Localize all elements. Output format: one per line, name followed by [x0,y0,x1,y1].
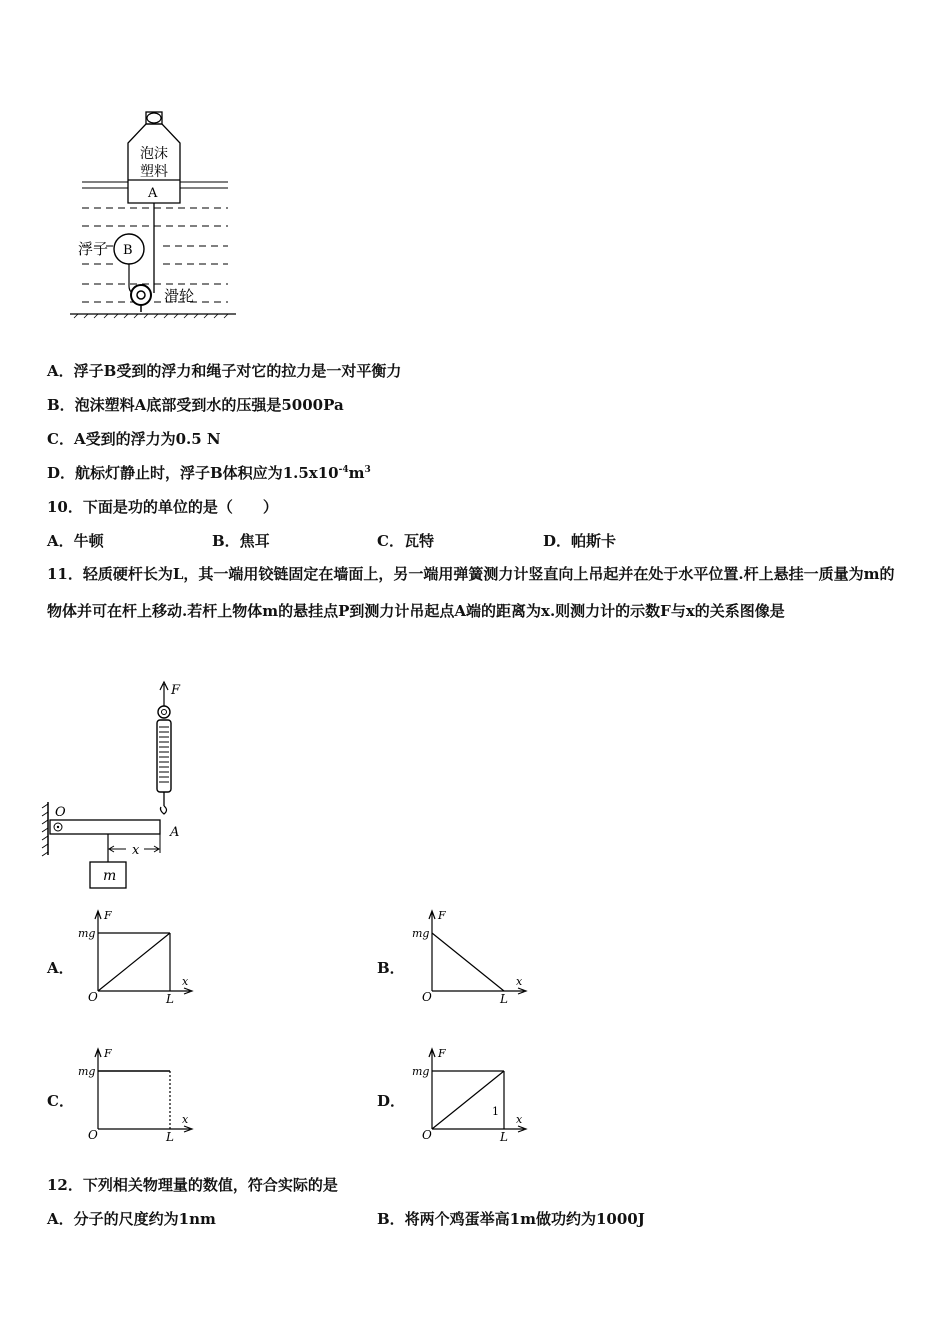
y-axis-label: F [438,1047,446,1060]
pulley-label: 滑轮 [164,287,195,305]
origin-label: O [422,990,432,1004]
q9-option-d [47,462,371,483]
label-a: A [148,186,158,201]
q9-option-b: B．泡沫塑料A底部受到水的压强是5000Pa [47,396,344,414]
q11-option-b-label: B． [377,959,405,977]
origin-label: O [88,1128,98,1142]
q9-option-d-text: D．航标灯静止时，浮子B体积应为1.5x10 [47,464,339,482]
y-axis-label: F [438,909,446,922]
x-axis-label: x [182,1113,189,1126]
q9-option-d-unit: m [348,464,365,482]
length-label: L [166,992,174,1005]
distance-label: x [132,843,140,858]
q10-option-c: C．瓦特 [377,532,434,550]
y-axis-label: F [104,1047,112,1060]
end-label: A [170,825,180,840]
x-axis-label: x [516,975,523,988]
pivot-label: O [55,805,66,820]
x-axis-label: x [516,1113,523,1126]
q11-option-c-label: C． [47,1092,74,1110]
graph-option-a [78,905,198,1009]
q9-option-c: C．A受到的浮力为0.5 N [47,430,221,448]
q10-option-a: A．牛顿 [47,532,104,550]
mg-label: mg [78,1065,96,1078]
q9-option-d-unit-exp: 3 [364,465,371,475]
q11-option-d-label: D． [377,1092,406,1110]
q10-option-d: D．帕斯卡 [543,532,617,550]
q11-stem: 11．轻质硬杆长为L，其一端用铰链固定在墙面上，另一端用弹簧测力计竖直向上吊起并在处于水平位置.杆上悬挂一质量为m的物体并可在杆上移动.若杆上物体m的悬挂点P到测力计吊起点A端的距离为x.则测力计的示数F与x的关系图像是 [47,565,895,620]
graph-option-b [412,905,532,1009]
mg-label: mg [412,1065,430,1078]
x-axis-label: x [182,975,189,988]
one-label: 1 [492,1105,499,1118]
mg-label: mg [412,927,430,940]
foam-label-1: 泡沫 [140,146,168,162]
graph-option-c [78,1043,198,1147]
length-label: L [500,992,508,1005]
force-label: F [171,683,181,698]
label-b: B [123,243,133,258]
lever-diagram [40,680,190,894]
length-label: L [500,1130,508,1143]
q12-option-b: B．将两个鸡蛋举高1m做功约为1000J [377,1210,645,1228]
origin-label: O [88,990,98,1004]
q12-stem: 12．下列相关物理量的数值，符合实际的是 [47,1176,338,1194]
foam-label-2: 塑料 [140,164,168,180]
length-label: L [166,1130,174,1143]
q12-option-a: A．分子的尺度约为1nm [47,1210,216,1228]
navigation-light-figure [68,108,243,327]
y-axis-label: F [104,909,112,922]
graph-option-d [412,1043,532,1147]
q9-option-d-exp: -4 [338,465,349,475]
origin-label: O [422,1128,432,1142]
mg-label: mg [78,927,96,940]
q10-stem: 10．下面是功的单位的是（ ） [47,498,278,516]
q10-option-b: B．焦耳 [212,532,270,550]
q11-option-a-label: A． [47,959,74,977]
float-label: 浮子 [78,240,109,258]
mass-label: m [103,868,117,884]
q9-option-a: A．浮子B受到的浮力和绳子对它的拉力是一对平衡力 [47,362,402,380]
